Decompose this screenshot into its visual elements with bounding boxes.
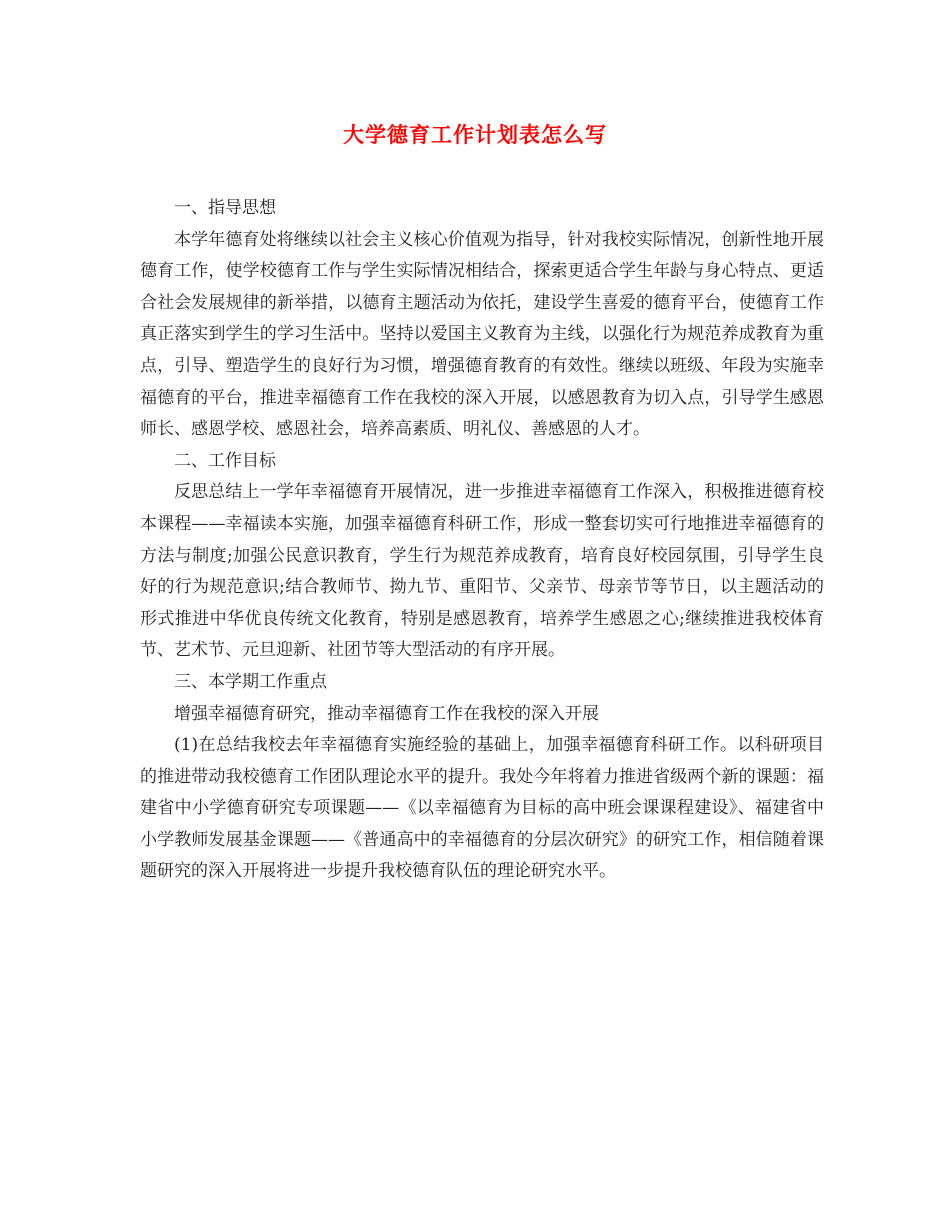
- document-body: [140, 193, 824, 888]
- document-title: 大学德育工作计划表怎么写: [343, 122, 607, 147]
- paragraph-guiding-ideology: 本学年德育处将继续以社会主义核心价值观为指导，针对我校实际情况，创新性地开展德育工作，使学校德育工作与学生实际情况相结合，探索更适合学生年龄与身心特点、更适合社会发展规律的新举措，以德育主题活动为依托，建设学生喜爱的德育平台，使德育工作真正落实到学生的学习生活中。坚持以爱国主义教育为主线，以强化行为规范养成教育为重点，引导、塑造学生的良好行为习惯，增强德育教育的有效性。继续以班级、年段为实施幸福德育的平台，推进幸福德育工作在我校的深入开展，以感恩教育为切入点，引导学生感恩师长、感恩学校、感恩社会，培养高素质、明礼仪、善感恩的人才。: [140, 229, 824, 440]
- paragraph-focus-item-1: (1)在总结我校去年幸福德育实施经验的基础上，加强幸福德育科研工作。以科研项目的推进带动我校德育工作团队理论水平的提升。我处今年将着力推进省级两个新的课题：福建省中小学德育研究专项课题——《以幸福德育为目标的高中班会课课程建设》、福建省中小学教师发展基金课题——《普通高中的幸福德育的分层次研究》的研究工作，相信随着课题研究的深入开展将进一步提升我校德育队伍的理论研究水平。: [140, 735, 824, 882]
- heading-guiding-ideology: 一、指导思想: [174, 198, 276, 218]
- paragraph-work-goals: 反思总结上一学年幸福德育开展情况，进一步推进幸福德育工作深入，积极推进德育校本课程——幸福读本实施，加强幸福德育科研工作，形成一整套切实可行地推进幸福德育的方法与制度;加强公民意识教育，学生行为规范养成教育，培育良好校园氛围，引导学生良好的行为规范意识;结合教师节、拗九节、重阳节、父亲节、母亲节等节日，以主题活动的形式推进中华优良传统文化教育，特别是感恩教育，培养学生感恩之心;继续推进我校体育节、艺术节、元旦迎新、社团节等大型活动的有序开展。: [140, 482, 824, 661]
- heading-semester-focus: 三、本学期工作重点: [174, 671, 327, 692]
- paragraph-focus-summary: 增强幸福德育研究，推动幸福德育工作在我校的深入开展: [174, 703, 599, 724]
- heading-work-goals: 二、工作目标: [174, 450, 276, 471]
